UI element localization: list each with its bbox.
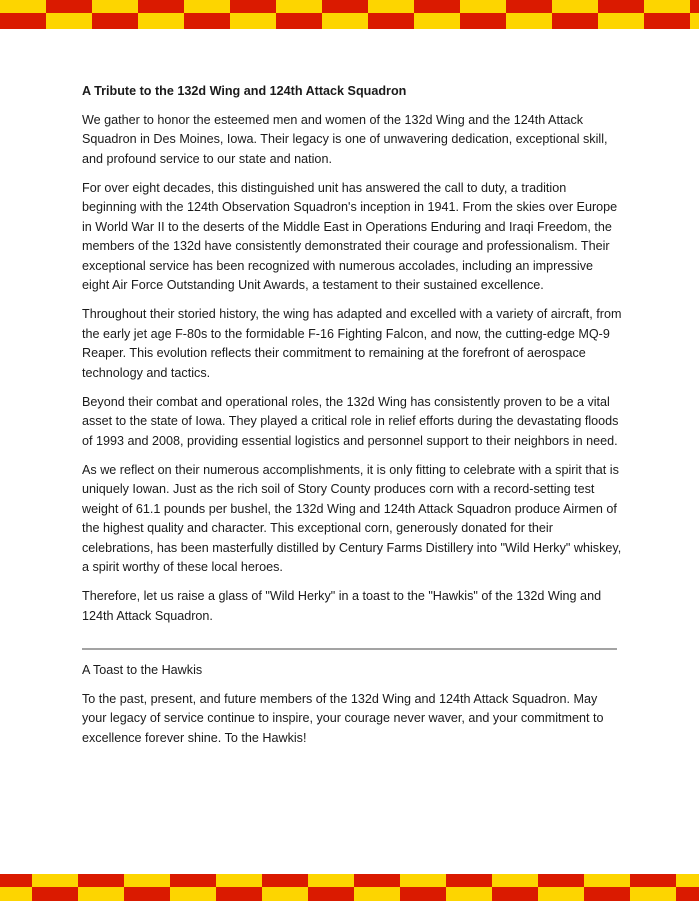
checker-cell: [124, 874, 170, 887]
checker-cell: [262, 887, 308, 901]
checkered-row: [0, 887, 699, 901]
checker-cell: [276, 0, 322, 13]
checker-cell: [184, 13, 230, 29]
checker-cell: [46, 13, 92, 29]
checker-cell: [506, 13, 552, 29]
checker-cell: [400, 874, 446, 887]
checker-cell: [368, 0, 414, 13]
checker-cell: [584, 874, 630, 887]
toast-title: A Toast to the Hawkis: [82, 663, 203, 677]
checker-cell: [322, 0, 368, 13]
checker-cell: [552, 13, 598, 29]
checker-cell: [322, 13, 368, 29]
checker-cell: [460, 0, 506, 13]
paragraph: Beyond their combat and operational roles, the 132d Wing has consistently proven to be a vital asset to the state of Iowa. They played a critical role in relief efforts during the devastating floods of 1993 and 2008, providing essential logistics and personnel support to their neighbors in need.: [82, 394, 619, 448]
checker-cell: [538, 874, 584, 887]
paragraph: For over eight decades, this distinguished unit has answered the call to duty, a tradition beginning with the 124th Observation Squadron's inception in 1941. From the skies over Europe in World War II to the deserts of the Middle East in Operations Enduring and Iraqi Freedom, the members of the 132d have consistently demonstrated their courage and professionalism. Their exceptional service has been recognized with numerous accolades, including an impressive eight Air Force Outstanding Unit Awards, a testament to their sustained excellence.: [82, 180, 618, 292]
checker-cell: [460, 13, 506, 29]
checker-cell: [92, 13, 138, 29]
checker-cell: [184, 0, 230, 13]
checker-cell: [216, 887, 262, 901]
checker-cell: [552, 0, 598, 13]
checker-cell: [170, 874, 216, 887]
checker-cell: [598, 0, 644, 13]
document-body: [82, 82, 622, 758]
checker-cell: [138, 0, 184, 13]
checker-cell: [78, 887, 124, 901]
checkered-border-top: [0, 0, 699, 29]
checker-cell: [308, 887, 354, 901]
checker-cell: [538, 887, 584, 901]
checker-cell: [690, 0, 699, 13]
checker-cell: [354, 887, 400, 901]
checker-cell: [630, 887, 676, 901]
checker-cell: [78, 874, 124, 887]
checker-cell: [92, 0, 138, 13]
checker-cell: [506, 0, 552, 13]
checker-cell: [170, 887, 216, 901]
checker-cell: [492, 874, 538, 887]
checker-cell: [492, 887, 538, 901]
checker-cell: [598, 13, 644, 29]
paragraph: Throughout their storied history, the wing has adapted and excelled with a variety of aircraft, from the early jet age F-80s to the formidable F-16 Fighting Falcon, and now, the cutting-edge MQ-9 Reaper. This evolution reflects their commitment to remaining at the forefront of aerospace technology and tactics.: [82, 307, 622, 380]
checker-cell: [368, 13, 414, 29]
toast-text: To the past, present, and future members of the 132d Wing and 124th Attack Squadron. May your legacy of service continue to inspire, your courage never waver, and your commitment to excellence forever shine. To the Hawkis!: [82, 691, 604, 745]
checker-cell: [32, 874, 78, 887]
checker-cell: [690, 13, 699, 29]
checker-cell: [0, 0, 46, 13]
checker-cell: [230, 0, 276, 13]
checker-cell: [138, 13, 184, 29]
checkered-border-bottom: [0, 874, 699, 901]
horizontal-divider: [82, 648, 617, 650]
checker-cell: [216, 874, 262, 887]
checker-cell: [308, 874, 354, 887]
document-title: A Tribute to the 132d Wing and 124th Attack Squadron: [82, 84, 407, 98]
paragraph: We gather to honor the esteemed men and women of the 132d Wing and the 124th Attack Squadron in Des Moines, Iowa. Their legacy is one of unwavering dedication, exceptional skill, and profound service to our state and nation.: [82, 112, 608, 166]
checker-cell: [414, 0, 460, 13]
checker-cell: [446, 887, 492, 901]
checker-cell: [584, 887, 630, 901]
checker-cell: [400, 887, 446, 901]
checker-cell: [276, 13, 322, 29]
checker-cell: [414, 13, 460, 29]
checker-cell: [46, 0, 92, 13]
checker-cell: [354, 874, 400, 887]
checker-cell: [644, 13, 690, 29]
checker-cell: [644, 0, 690, 13]
checker-cell: [124, 887, 170, 901]
checker-cell: [32, 887, 78, 901]
checkered-row: [0, 13, 699, 29]
checkered-row: [0, 874, 699, 887]
checker-cell: [676, 887, 699, 901]
checker-cell: [630, 874, 676, 887]
checkered-row: [0, 0, 699, 13]
checker-cell: [230, 13, 276, 29]
checker-cell: [446, 874, 492, 887]
paragraph: Therefore, let us raise a glass of "Wild Herky" in a toast to the "Hawkis" of the 132d Wing and 124th Attack Squadron.: [82, 589, 602, 623]
checker-cell: [0, 874, 32, 887]
checker-cell: [0, 887, 32, 901]
checker-cell: [676, 874, 699, 887]
checker-cell: [262, 874, 308, 887]
checker-cell: [0, 13, 46, 29]
paragraph: As we reflect on their numerous accomplishments, it is only fitting to celebrate with a spirit that is uniquely Iowan. Just as the rich soil of Story County produces corn with a record-setting test weight of 61.1 pounds per bushel, the 132d Wing and 124th Attack Squadron produce Airmen of the highest quality and character. This exceptional corn, generously donated for their celebrations, has been masterfully distilled by Century Farms Distillery into "Wild Herky" whiskey, a spirit worthy of these local heroes.: [82, 462, 622, 574]
